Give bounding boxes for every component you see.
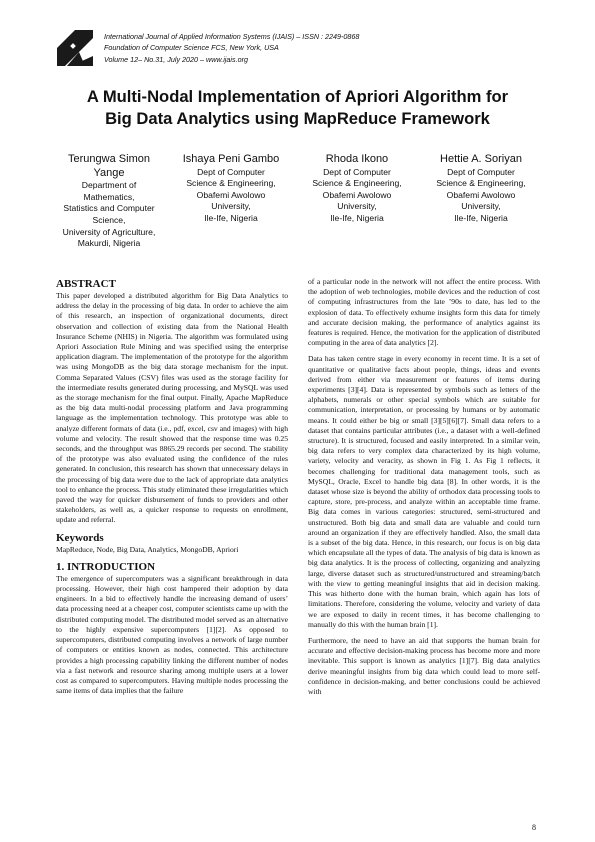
author-block-3 <box>298 153 416 225</box>
author-affiliation-line: Dept of Computer <box>447 166 515 177</box>
paper-title <box>40 86 555 130</box>
author-block-1 <box>50 153 168 250</box>
author-name: Terungwa Simon <box>68 153 150 165</box>
author-affiliation-line: Dept of Computer <box>197 166 265 177</box>
author-affiliation-line: Dept of Computer <box>323 166 391 177</box>
author-affiliation-line: Ile-Ife, Nigeria <box>330 212 384 223</box>
author-name: Hettie A. Soriyan <box>440 153 522 165</box>
author-affiliation-line: University, <box>211 201 251 212</box>
journal-logo-icon <box>57 30 93 66</box>
author-affiliation-line: Department of <box>81 180 137 191</box>
author-block-4 <box>420 153 542 225</box>
author-affiliation-line: Ile-Ife, Nigeria <box>204 212 258 223</box>
author-affiliation-line: Makurdi, Nigeria <box>77 238 141 249</box>
journal-header <box>104 31 464 65</box>
author-name: Ishaya Peni Gambo <box>182 153 280 165</box>
author-affiliation-line: Obafemi Awolowo <box>322 189 392 200</box>
introduction-paragraph-2: Data has taken centre stage in every economy in recent time. It is a set of quantitative or qualitative facts about people, things, ideas and events derived from either via measurement or features of items during experiments [3][4]. Data is represented by symbols such as letters of the alphabets, numerals or other special symbols which are suitable for communication, interpretation, or processing by humans or by automatic means. It could either be big or small [3][5][6][7]. Small data refers to a dataset that contains particular attributes (i.e., a dataset with a well-defined structure). It is structured, focused and easily interpreted. In a similar vein, big data refers to very complex data characterized by its high volume, variety, velocity and veracity, as shown in Fig 1. As Fig 1 reflects, it becomes challenging for traditional data management tools, such as MySQL, Oracle, Excel to handle big data [8]. In other words, it is the dataset whose size is beyond the ability of orthodox data processing tools to capture, store, pre-process, and analyze within an acceptable time frame. Big data comes in various categories: structured, semi-structured and unstructured. Both big data and small data are valuable and could turn around an organization if they are effectively handled. Also, the small data is a subset of the big data. Hence, in this research, our focus is on big data which encapsulate all the types of data. The analysis of big data is known as big data analytics. It is the process of collecting, organizing and analyzing large, diverse dataset such as structured/unstructured and streaming/batch with the view to getting meaningful insights that aid in decision making. This was hitherto done with the human brain, which again has lots of limitations. Therefore, considering the volume, velocity and variety of data we are exposed to daily in recent times, it has become challenging to manually do this with the human brain [1]. <box>308 354 540 629</box>
introduction-paragraph-1-continued: of a particular node in the network will not affect the entire process. With the adoption of web technologies, mobile devices and the reduction of cost of computing infrastructures from the late ’90s to date, has led to the explosion of data. To effectively exhume insights form this data for timely and accurate decision making, the performance of analytics against its features is required. Hence, the motivation for the application of distributed computing in the area of data analytics [2]. <box>308 277 540 348</box>
left-column <box>56 278 288 696</box>
right-column <box>308 277 540 697</box>
introduction-paragraph-3: Furthermore, the need to have an aid that supports the human brain for accurate and effective decision-making process has become more and more inevitable. This support is known as analytics [1][7]. Big data analytics derive meaningful insights from big data which could lead to more self-confidence in decision-making, and better conclusions could be achieved with <box>308 635 540 696</box>
keywords-heading: Keywords <box>56 531 104 544</box>
author-affiliation-line: University, <box>337 201 377 212</box>
author-affiliation-line: University, <box>461 201 501 212</box>
introduction-heading: 1. INTRODUCTION <box>56 560 156 573</box>
author-affiliation-line: Statistics and Computer <box>63 203 155 214</box>
author-affiliation-line: Mathematics, <box>83 191 135 202</box>
journal-name: International Journal of Applied Information Systems (IJAIS) – ISSN : 2249-0868 <box>104 32 360 41</box>
author-affiliation-line: Ile-Ife, Nigeria <box>454 212 508 223</box>
author-affiliation-line: Obafemi Awolowo <box>446 189 516 200</box>
abstract-text: This paper developed a distributed algorithm for Big Data Analytics to address the delay in the processing of big data. In order to achieve the aim of this research, an inspection of organizational documents, direct observation and collection of existing data from the National Health Insurance Scheme (NHIS) in Nigeria. The algorithm was formulated using Apriori Association Rule Mining and was specified using the enterprise application diagram. The implementation of the prototype for the algorithm was using MongoDB as the big data storage mechanism for the input. Comma Separated Values (CSV) files was used as the storage facility for the intermediate results generated during processing, and MySQL was used as the storage mechanism for the final output. Finally, Apache MapReduce as the big data multi-nodal processing platform and Java programming language as the implementation technology. This prototype was able to analyze different formats of data (i.e., pdf, excel, csv and images) with high volume and velocity. The result showed that the response time was 0.25 seconds, and the throughput was 8865.29 records per second. The stability of the prototype was also evaluated using the confidence of the rules generated. In conclusion, this research has shown that unnecessary delays in the processing of big data were due to the lack of appropriate data analytics tool to enhance the process. This study eliminated these irregularities which paved the way for quicker disbursement of funds to providers and other stakeholders, as well as, a quicker response to requests on enrollment, update and referral. <box>56 291 288 525</box>
paper-title-line-2: Big Data Analytics using MapReduce Framework <box>105 109 490 128</box>
author-affiliation-line: Science, <box>92 214 126 225</box>
author-affiliation-line: Science & Engineering, <box>186 178 276 189</box>
journal-volume: Volume 12– No.31, July 2020 – www.ijais.org <box>104 54 248 64</box>
abstract-heading: ABSTRACT <box>56 278 116 290</box>
introduction-paragraph-1: The emergence of supercomputers was a significant breakthrough in data processing. However, their high cost hampered their adoption by data engineers. In a bid to effectively handle the increasing demand of users’ data processing need at a cheaper cost, computer scientists came up with the distributed computing model. The distributed model served as an alternative to the highly expensive supercomputers [1][2]. As opposed to supercomputers, distributed computing involves a network of large number of computers or entities known as nodes, connected. This architecture provides a high processing capability linking the different number of nodes via a fast network and resource sharing among multiple users at a lower cost as compared to supercomputers. Having multiple nodes processing the same items of data implies that the failure <box>56 573 288 696</box>
paper-title-line-1: A Multi-Nodal Implementation of Apriori Algorithm for <box>86 87 509 106</box>
author-name: Rhoda Ikono <box>325 153 389 165</box>
author-affiliation-line: Science & Engineering, <box>312 178 402 189</box>
page-number: 8 <box>532 823 536 832</box>
author-name-line-2: Yange <box>93 166 125 179</box>
journal-publisher: Foundation of Computer Science FCS, New York, USA <box>104 43 279 53</box>
author-affiliation-line: University of Agriculture, <box>62 226 156 237</box>
author-block-2 <box>172 153 290 225</box>
author-affiliation-line: Science & Engineering, <box>436 178 526 189</box>
keywords-text: MapReduce, Node, Big Data, Analytics, MongoDB, Apriori <box>56 544 239 554</box>
author-affiliation-line: Obafemi Awolowo <box>196 189 266 200</box>
